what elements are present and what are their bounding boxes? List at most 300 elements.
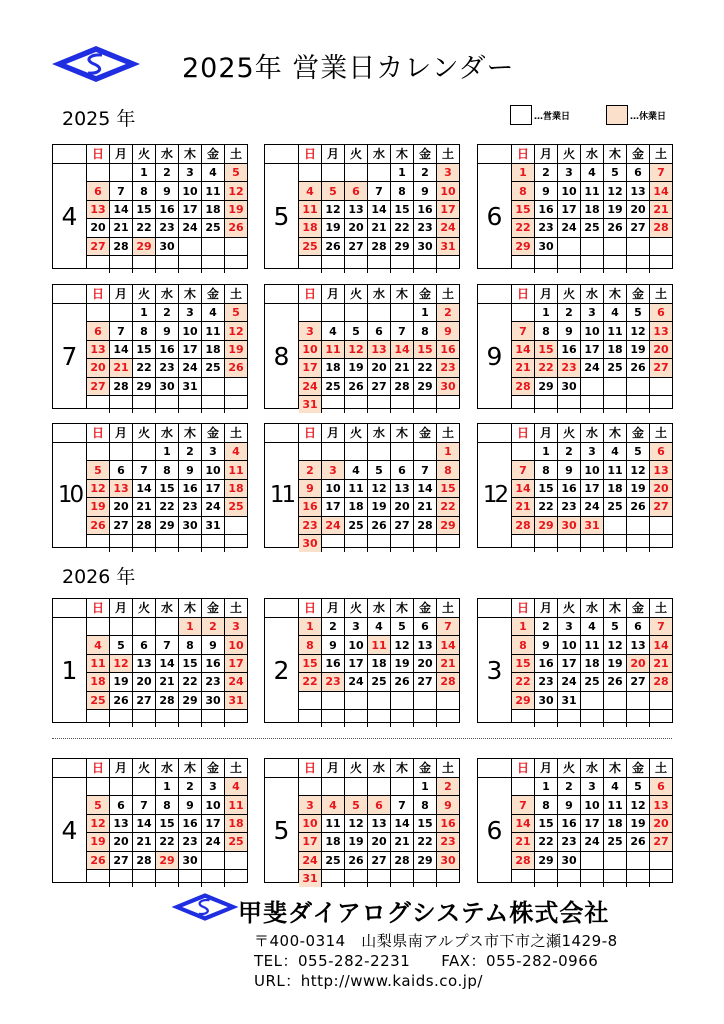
- day-cell: 15: [299, 654, 322, 672]
- week-row: [299, 833, 459, 851]
- day-cell: 20: [414, 654, 437, 672]
- month-number: 10: [53, 443, 87, 547]
- week-row: [299, 255, 459, 273]
- day-cell: 27: [414, 673, 437, 691]
- day-cell: [225, 851, 248, 869]
- company-address: 〒400-0314 山梨県南アルプス市下市之瀬1429-8: [254, 932, 618, 950]
- day-cell: 15: [179, 654, 202, 672]
- day-cell: 11: [368, 636, 391, 654]
- day-cell: [345, 778, 368, 796]
- day-cell: 25: [202, 359, 225, 377]
- day-cell: [414, 869, 437, 887]
- week-row: [512, 851, 672, 869]
- day-cell: 4: [322, 322, 345, 340]
- header-blank-cell: [265, 759, 299, 778]
- week-row: [512, 237, 672, 255]
- day-cell: [299, 778, 322, 796]
- day-cell: 14: [437, 636, 460, 654]
- week-row: [512, 219, 672, 237]
- week-row: [299, 219, 459, 237]
- day-cell: 13: [110, 814, 133, 832]
- day-cell: 22: [133, 359, 156, 377]
- day-cell: 30: [179, 851, 202, 869]
- day-cell: 9: [179, 461, 202, 479]
- day-cell: [225, 237, 248, 255]
- weekday-header: 日: [299, 424, 322, 443]
- day-cell: 2: [156, 164, 179, 182]
- day-cell: 26: [604, 673, 627, 691]
- day-cell: 29: [414, 377, 437, 395]
- day-cell: [512, 709, 535, 727]
- weekday-header: 土: [437, 424, 460, 443]
- day-cell: 19: [110, 673, 133, 691]
- week-row: [87, 709, 247, 727]
- week-row: [299, 709, 459, 727]
- day-cell: 2: [299, 461, 322, 479]
- month-number: 12: [478, 443, 512, 547]
- day-cell: [225, 255, 248, 273]
- day-cell: 15: [133, 340, 156, 358]
- day-cell: [368, 709, 391, 727]
- day-cell: 20: [627, 200, 650, 218]
- weekday-header: 土: [437, 759, 460, 778]
- week-row: [87, 833, 247, 851]
- year-label-2026: 2026 年: [62, 566, 136, 588]
- day-cell: 1: [437, 443, 460, 461]
- day-cell: 19: [225, 200, 248, 218]
- day-cell: 8: [156, 461, 179, 479]
- day-cell: 3: [299, 796, 322, 814]
- day-cell: 24: [581, 833, 604, 851]
- day-cell: [299, 164, 322, 182]
- day-cell: 16: [156, 340, 179, 358]
- day-cell: [345, 443, 368, 461]
- day-cell: [322, 869, 345, 887]
- day-cell: 13: [133, 654, 156, 672]
- week-row: [299, 516, 459, 534]
- day-cell: [87, 443, 110, 461]
- day-cell: 18: [368, 654, 391, 672]
- day-cell: 25: [225, 498, 248, 516]
- day-cell: [512, 304, 535, 322]
- day-cell: 15: [414, 340, 437, 358]
- day-cell: 23: [437, 359, 460, 377]
- day-cell: [202, 709, 225, 727]
- day-cell: 29: [512, 691, 535, 709]
- day-cell: 23: [437, 833, 460, 851]
- week-row: [512, 164, 672, 182]
- day-cell: [368, 164, 391, 182]
- week-row: [512, 778, 672, 796]
- day-cell: 28: [368, 237, 391, 255]
- weekday-header: 火: [558, 285, 581, 304]
- day-cell: [604, 709, 627, 727]
- month-number: 7: [53, 304, 87, 408]
- day-cell: 5: [604, 164, 627, 182]
- month-number: 4: [53, 778, 87, 882]
- day-cell: [179, 255, 202, 273]
- day-cell: [133, 443, 156, 461]
- day-cell: 28: [133, 851, 156, 869]
- day-cell: 15: [414, 814, 437, 832]
- day-cell: 31: [202, 516, 225, 534]
- day-cell: 27: [368, 851, 391, 869]
- day-cell: [581, 255, 604, 273]
- day-cell: 19: [322, 219, 345, 237]
- day-cell: 23: [535, 673, 558, 691]
- day-cell: [156, 709, 179, 727]
- day-cell: [299, 691, 322, 709]
- day-cell: [627, 377, 650, 395]
- day-cell: 21: [414, 498, 437, 516]
- day-cell: [604, 691, 627, 709]
- day-cell: [225, 395, 248, 413]
- day-cell: 28: [512, 516, 535, 534]
- day-cell: 5: [627, 443, 650, 461]
- day-cell: 26: [368, 516, 391, 534]
- day-cell: [391, 443, 414, 461]
- weekday-header: 火: [345, 759, 368, 778]
- day-cell: 17: [202, 814, 225, 832]
- day-cell: 18: [604, 340, 627, 358]
- day-cell: 13: [345, 200, 368, 218]
- day-cell: [627, 851, 650, 869]
- day-cell: 22: [414, 359, 437, 377]
- weekday-header: 金: [414, 285, 437, 304]
- day-cell: 11: [202, 182, 225, 200]
- weekday-header: 月: [110, 285, 133, 304]
- day-cell: 18: [202, 340, 225, 358]
- day-cell: 3: [558, 164, 581, 182]
- day-cell: 13: [627, 182, 650, 200]
- legend-holiday-label: …休業日: [630, 111, 667, 122]
- day-cell: [650, 869, 673, 887]
- week-row: [299, 814, 459, 832]
- weekday-header: 日: [87, 759, 110, 778]
- day-cell: [558, 395, 581, 413]
- day-cell: 25: [299, 237, 322, 255]
- day-cell: 30: [535, 691, 558, 709]
- month-calendar: [264, 423, 460, 551]
- day-cell: 21: [650, 654, 673, 672]
- day-cell: 7: [133, 461, 156, 479]
- day-cell: 11: [202, 322, 225, 340]
- week-row: [299, 359, 459, 377]
- weekday-header: 火: [133, 285, 156, 304]
- day-cell: 7: [512, 796, 535, 814]
- day-cell: [87, 869, 110, 887]
- week-row: [87, 304, 247, 322]
- weekday-header: 土: [225, 759, 248, 778]
- weekday-header: 水: [368, 424, 391, 443]
- day-cell: [133, 618, 156, 636]
- day-cell: 14: [391, 814, 414, 832]
- week-row: [87, 796, 247, 814]
- day-cell: 26: [322, 237, 345, 255]
- weekday-header: 土: [650, 599, 673, 618]
- day-cell: 31: [558, 691, 581, 709]
- day-cell: 4: [87, 636, 110, 654]
- day-cell: 31: [437, 237, 460, 255]
- week-row: [512, 200, 672, 218]
- day-cell: 19: [627, 340, 650, 358]
- day-cell: [650, 709, 673, 727]
- day-cell: [133, 395, 156, 413]
- day-cell: 11: [604, 322, 627, 340]
- day-cell: 21: [368, 219, 391, 237]
- day-cell: [414, 443, 437, 461]
- day-cell: 23: [179, 833, 202, 851]
- day-cell: 7: [512, 461, 535, 479]
- weekday-header: 日: [512, 759, 535, 778]
- day-cell: 21: [133, 833, 156, 851]
- day-cell: 10: [202, 461, 225, 479]
- weekday-header: 日: [299, 759, 322, 778]
- legend-holiday: [606, 103, 666, 127]
- weekday-header: 金: [202, 424, 225, 443]
- weekday-header: 火: [558, 145, 581, 164]
- day-cell: 28: [650, 673, 673, 691]
- day-cell: 8: [512, 182, 535, 200]
- day-cell: 11: [87, 654, 110, 672]
- day-cell: 21: [437, 654, 460, 672]
- day-cell: 14: [110, 200, 133, 218]
- legend-business: [510, 103, 570, 127]
- day-cell: [202, 869, 225, 887]
- day-cell: [87, 778, 110, 796]
- day-cell: [535, 395, 558, 413]
- day-cell: [299, 255, 322, 273]
- day-cell: 22: [299, 673, 322, 691]
- weekday-header: 水: [156, 145, 179, 164]
- weekday-header: 水: [156, 599, 179, 618]
- week-row: [299, 304, 459, 322]
- day-cell: 24: [322, 516, 345, 534]
- day-cell: [391, 709, 414, 727]
- weekday-header: 月: [110, 145, 133, 164]
- header-blank-cell: [478, 145, 512, 164]
- month-calendar: [477, 144, 673, 269]
- legend-business-swatch: [510, 105, 532, 125]
- day-cell: [604, 516, 627, 534]
- week-row: [512, 814, 672, 832]
- day-cell: 2: [179, 443, 202, 461]
- day-cell: 23: [535, 219, 558, 237]
- day-cell: 26: [604, 219, 627, 237]
- day-cell: 8: [299, 636, 322, 654]
- weekday-header: 金: [414, 145, 437, 164]
- weekday-header: 金: [414, 599, 437, 618]
- week-row: [512, 654, 672, 672]
- day-cell: 3: [299, 322, 322, 340]
- week-row: [512, 498, 672, 516]
- week-row: [299, 618, 459, 636]
- weekday-header: 火: [133, 599, 156, 618]
- day-cell: 26: [627, 498, 650, 516]
- day-cell: 27: [368, 377, 391, 395]
- day-cell: [581, 237, 604, 255]
- day-cell: 4: [604, 443, 627, 461]
- week-row: [87, 461, 247, 479]
- day-cell: [202, 255, 225, 273]
- legend-business-label: …営業日: [534, 111, 571, 122]
- day-cell: 10: [299, 340, 322, 358]
- month-number: 1: [53, 618, 87, 722]
- day-cell: 6: [414, 618, 437, 636]
- day-cell: 30: [558, 377, 581, 395]
- weekday-header: 金: [627, 424, 650, 443]
- day-cell: 1: [414, 304, 437, 322]
- day-cell: 21: [650, 200, 673, 218]
- day-cell: 28: [133, 516, 156, 534]
- day-cell: [133, 709, 156, 727]
- weekday-header: 月: [322, 599, 345, 618]
- week-row: [512, 395, 672, 413]
- week-row: [512, 255, 672, 273]
- day-cell: 9: [437, 796, 460, 814]
- weekday-header: 月: [322, 285, 345, 304]
- day-cell: 18: [225, 814, 248, 832]
- day-cell: 25: [581, 219, 604, 237]
- day-cell: 25: [581, 673, 604, 691]
- day-cell: 20: [650, 340, 673, 358]
- day-cell: [225, 377, 248, 395]
- day-cell: 16: [535, 200, 558, 218]
- day-cell: 2: [558, 304, 581, 322]
- day-cell: 24: [299, 377, 322, 395]
- day-cell: 12: [604, 182, 627, 200]
- day-cell: [391, 691, 414, 709]
- day-cell: 19: [604, 654, 627, 672]
- header-blank-cell: [478, 759, 512, 778]
- day-cell: 25: [604, 359, 627, 377]
- day-cell: [391, 778, 414, 796]
- week-row: [87, 377, 247, 395]
- day-cell: 13: [391, 479, 414, 497]
- day-cell: 5: [87, 796, 110, 814]
- month-calendar: [52, 598, 248, 723]
- day-cell: 13: [650, 461, 673, 479]
- day-cell: [368, 691, 391, 709]
- day-cell: 8: [437, 461, 460, 479]
- day-cell: 17: [179, 200, 202, 218]
- day-cell: 4: [202, 304, 225, 322]
- week-row: [299, 851, 459, 869]
- day-cell: 1: [299, 618, 322, 636]
- day-cell: 11: [299, 200, 322, 218]
- day-cell: 5: [345, 322, 368, 340]
- month-calendar: [477, 758, 673, 883]
- day-cell: 18: [581, 200, 604, 218]
- weekday-header: 金: [202, 599, 225, 618]
- weekday-header: 月: [110, 599, 133, 618]
- day-cell: 12: [322, 200, 345, 218]
- day-cell: [627, 255, 650, 273]
- weekday-header: 木: [604, 599, 627, 618]
- day-cell: 12: [368, 479, 391, 497]
- day-cell: 17: [299, 359, 322, 377]
- weekday-header: 木: [391, 424, 414, 443]
- weekday-header: 火: [558, 424, 581, 443]
- weekday-header: 土: [437, 285, 460, 304]
- day-cell: 29: [535, 377, 558, 395]
- day-cell: 4: [581, 164, 604, 182]
- day-cell: 25: [345, 516, 368, 534]
- day-cell: 3: [558, 618, 581, 636]
- day-cell: 22: [133, 219, 156, 237]
- day-cell: 7: [133, 796, 156, 814]
- week-row: [512, 304, 672, 322]
- day-cell: 9: [322, 636, 345, 654]
- header-blank-cell: [265, 145, 299, 164]
- day-cell: 1: [414, 778, 437, 796]
- day-cell: [581, 534, 604, 552]
- weekday-header: 日: [299, 145, 322, 164]
- day-cell: [87, 395, 110, 413]
- day-cell: [87, 164, 110, 182]
- day-cell: 8: [133, 322, 156, 340]
- day-cell: 5: [345, 796, 368, 814]
- week-row: [87, 673, 247, 691]
- weekday-header: 木: [179, 599, 202, 618]
- day-cell: 2: [558, 443, 581, 461]
- day-cell: 28: [437, 673, 460, 691]
- weekday-header: 土: [650, 145, 673, 164]
- day-cell: [604, 395, 627, 413]
- weekday-header: 水: [581, 285, 604, 304]
- weekday-header: 月: [322, 424, 345, 443]
- day-cell: 6: [627, 618, 650, 636]
- day-cell: 20: [627, 654, 650, 672]
- weekday-header: 火: [345, 424, 368, 443]
- day-cell: 18: [345, 498, 368, 516]
- day-cell: [156, 255, 179, 273]
- legend-holiday-swatch: [606, 105, 628, 125]
- day-cell: 28: [391, 851, 414, 869]
- day-cell: 8: [414, 322, 437, 340]
- weekday-header: 土: [437, 145, 460, 164]
- day-cell: 27: [650, 359, 673, 377]
- day-cell: 16: [437, 340, 460, 358]
- day-cell: [627, 691, 650, 709]
- day-cell: 13: [87, 200, 110, 218]
- day-cell: [133, 255, 156, 273]
- day-cell: [110, 618, 133, 636]
- day-cell: 30: [299, 534, 322, 552]
- day-cell: 5: [110, 636, 133, 654]
- week-row: [512, 461, 672, 479]
- week-row: [87, 200, 247, 218]
- header-blank-cell: [478, 424, 512, 443]
- week-row: [87, 395, 247, 413]
- month-number: 6: [478, 778, 512, 882]
- week-row: [299, 479, 459, 497]
- week-row: [87, 182, 247, 200]
- month-number: 4: [53, 164, 87, 268]
- week-row: [299, 869, 459, 887]
- day-cell: 10: [437, 182, 460, 200]
- month-calendar: [264, 144, 460, 269]
- weekday-header: 木: [179, 424, 202, 443]
- day-cell: [110, 443, 133, 461]
- day-cell: 6: [110, 461, 133, 479]
- week-row: [512, 618, 672, 636]
- weekday-header: 火: [345, 145, 368, 164]
- day-cell: 10: [179, 182, 202, 200]
- day-cell: 9: [535, 636, 558, 654]
- day-cell: 6: [87, 322, 110, 340]
- day-cell: [437, 869, 460, 887]
